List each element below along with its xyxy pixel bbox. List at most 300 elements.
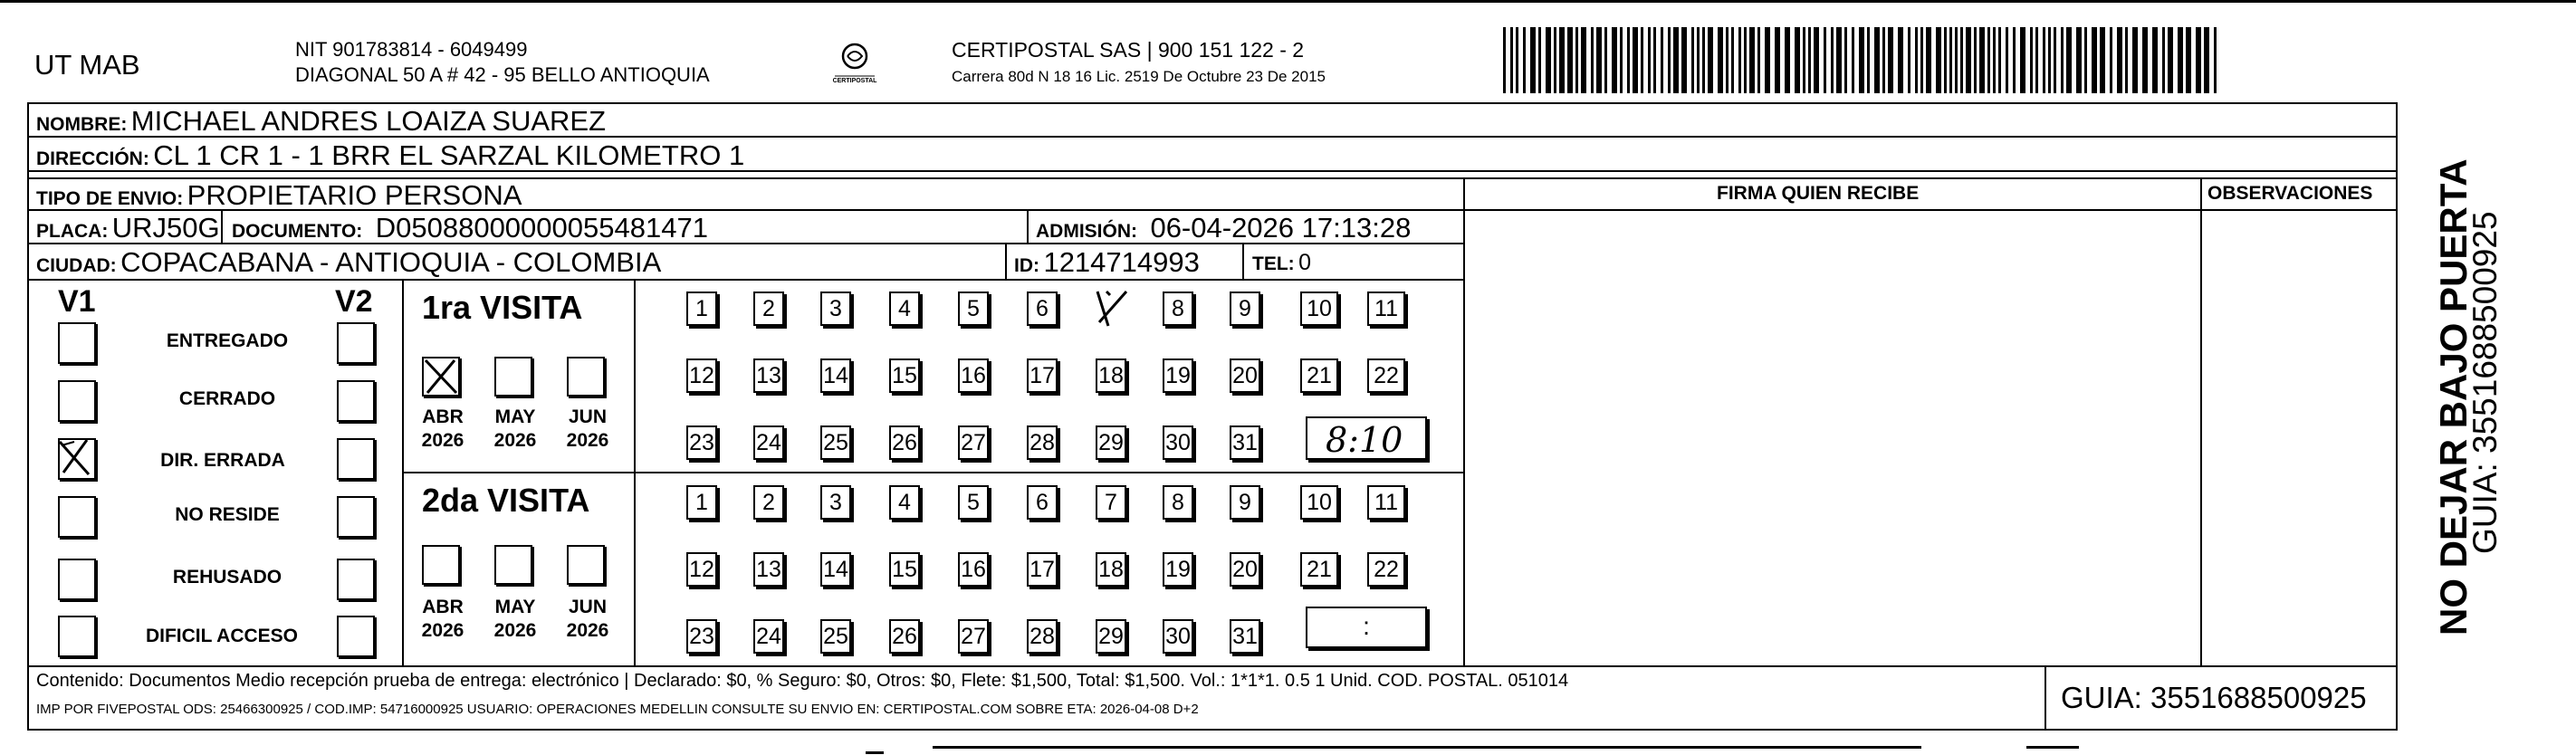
barcode-bar bbox=[1554, 27, 1556, 93]
tel-label: TEL: bbox=[1252, 253, 1295, 274]
barcode-bar bbox=[1596, 27, 1602, 93]
visit2-day-box[interactable] bbox=[753, 619, 784, 654]
visit1-day-box[interactable] bbox=[1163, 291, 1193, 326]
visit2-time-box[interactable] bbox=[1306, 607, 1427, 648]
day-number: 29 bbox=[1098, 624, 1124, 649]
sender-address: DIAGONAL 50 A # 42 - 95 BELLO ANTIOQUIA bbox=[295, 63, 710, 86]
barcode-bar bbox=[1882, 27, 1885, 93]
barcode-bar bbox=[1966, 27, 1971, 93]
col-divider bbox=[2045, 665, 2046, 731]
visit2-day-box[interactable] bbox=[1027, 485, 1058, 520]
day-number: 19 bbox=[1165, 557, 1191, 582]
barcode-bar bbox=[1673, 27, 1679, 93]
day-number: 14 bbox=[823, 557, 848, 582]
barcode-bar bbox=[2035, 27, 2038, 93]
barcode-bar bbox=[1926, 27, 1931, 93]
month-label: ABR bbox=[422, 406, 464, 427]
barcode-bar bbox=[2100, 27, 2105, 93]
side-guia: GUIA: 3551688500925 bbox=[2466, 211, 2504, 554]
barcode-bar bbox=[2117, 27, 2122, 93]
footer-print-info: IMP POR FIVEPOSTAL ODS: 25466300925 / COD.IMP: 54716000925 USUARIO: OPERACIONES MEDELLIN CONSULTE SU ENVIO EN: CERTIPOSTAL.COM SOBRE ETA: 2026-04-08 D+2 bbox=[36, 702, 1199, 717]
barcode-bar bbox=[2043, 27, 2045, 93]
footer-contents: Contenido: Documentos Medio recepción prueba de entrega: electrónico | Declarado: $0, % Seguro: $0, Otros: $0, Flete: $1,500, Total: $1,500. Vol.: 1*1*1. 0.5 1 Unid. COD. POSTAL. 051014 bbox=[36, 671, 1569, 691]
barcode-bar bbox=[1944, 27, 1947, 93]
document-row bbox=[232, 214, 708, 242]
barcode-bar bbox=[1510, 27, 1513, 93]
handwritten-x-mark bbox=[56, 436, 94, 478]
day-number: 27 bbox=[961, 624, 986, 649]
barcode-bar bbox=[2092, 27, 2097, 93]
bottom-rule bbox=[866, 751, 884, 754]
day-number: 24 bbox=[756, 624, 781, 649]
col-divider bbox=[1463, 177, 1465, 665]
day-number: 18 bbox=[1098, 557, 1124, 582]
visit2-day-box[interactable] bbox=[1163, 485, 1193, 520]
day-number: 26 bbox=[892, 430, 917, 455]
month-label: JUN bbox=[568, 406, 607, 427]
barcode-bar bbox=[1691, 27, 1694, 93]
barcode-bar bbox=[1653, 27, 1656, 93]
visit2-day-box[interactable] bbox=[1027, 619, 1058, 654]
tel-row bbox=[1252, 252, 1311, 274]
visit1-day-box[interactable] bbox=[1027, 358, 1058, 393]
visit1-month-jun[interactable] bbox=[567, 357, 605, 397]
barcode-bar bbox=[2013, 27, 2016, 93]
day-number: 22 bbox=[1374, 363, 1399, 388]
col-divider bbox=[1242, 243, 1244, 279]
day-number: 14 bbox=[823, 363, 848, 388]
handwritten-time: 8:10 bbox=[1326, 420, 1403, 460]
month-label: MAY bbox=[494, 406, 536, 427]
day-number: 6 bbox=[1036, 490, 1049, 515]
visit-split bbox=[402, 472, 1463, 473]
barcode-bar bbox=[1620, 27, 1623, 93]
day-number: 21 bbox=[1307, 363, 1332, 388]
signature-header: FIRMA QUIEN RECIBE bbox=[1717, 183, 1920, 204]
visit1-day-box[interactable] bbox=[958, 358, 989, 393]
status-option: DIR. ERRADA bbox=[160, 450, 285, 471]
company-name: UT MAB bbox=[34, 49, 140, 81]
v1-label: V1 bbox=[58, 284, 96, 319]
barcode-bar bbox=[1979, 27, 1985, 93]
visit2-day-box[interactable] bbox=[1096, 552, 1126, 587]
visit2-day-box[interactable] bbox=[1096, 485, 1126, 520]
barcode-bar bbox=[1591, 27, 1594, 93]
visit1-day-box[interactable] bbox=[820, 425, 851, 460]
handwritten-x-mark bbox=[1090, 286, 1132, 328]
visit1-day-box[interactable] bbox=[1027, 291, 1058, 326]
barcode-bar bbox=[1757, 27, 1760, 93]
v2-checkbox-rehusado[interactable] bbox=[337, 559, 375, 600]
visit1-day-box[interactable] bbox=[686, 358, 717, 393]
visit1-day-box[interactable] bbox=[753, 425, 784, 460]
visit2-day-box[interactable] bbox=[1230, 485, 1260, 520]
month-label: ABR bbox=[422, 597, 464, 617]
barcode-bar bbox=[1844, 27, 1847, 93]
name-label: NOMBRE: bbox=[36, 114, 128, 135]
visit2-day-box[interactable] bbox=[1230, 552, 1260, 587]
barcode-bar bbox=[2030, 27, 2033, 93]
barcode-bar bbox=[2152, 27, 2158, 93]
day-number: 19 bbox=[1165, 363, 1191, 388]
visit1-day-box[interactable] bbox=[889, 291, 920, 326]
status-option: CERRADO bbox=[178, 388, 276, 409]
visit2-month-jun[interactable] bbox=[567, 545, 605, 585]
visit2-day-box[interactable] bbox=[1027, 552, 1058, 587]
day-number: 22 bbox=[1374, 557, 1399, 582]
barcode-bar bbox=[2048, 27, 2051, 93]
visit2-day-box[interactable] bbox=[1163, 552, 1193, 587]
day-number: 16 bbox=[961, 363, 986, 388]
visit2-day-box[interactable] bbox=[1300, 485, 1338, 520]
id-label: ID: bbox=[1014, 255, 1039, 276]
day-number: 21 bbox=[1307, 557, 1332, 582]
barcode-bar bbox=[1633, 27, 1638, 93]
barcode-bar bbox=[1852, 27, 1854, 93]
visit2-title: 2da VISITA bbox=[422, 482, 590, 519]
visit1-title: 1ra VISITA bbox=[422, 289, 583, 326]
year-label: 2026 bbox=[566, 620, 609, 641]
day-number: 18 bbox=[1098, 363, 1124, 388]
side-notice: NO DEJAR BAJO PUERTA bbox=[2432, 158, 2475, 636]
shipment-type: PROPIETARIO PERSONA bbox=[187, 179, 522, 211]
handwritten-x-mark bbox=[422, 357, 460, 397]
day-number: 11 bbox=[1374, 490, 1398, 515]
barcode-bar bbox=[2168, 27, 2173, 93]
barcode-bar bbox=[1808, 27, 1811, 93]
visit1-day-box[interactable] bbox=[753, 358, 784, 393]
visit1-day-box[interactable] bbox=[1230, 291, 1260, 326]
visit1-day-box[interactable] bbox=[1096, 425, 1126, 460]
status-option: NO RESIDE bbox=[175, 504, 280, 525]
barcode-bar bbox=[2132, 27, 2138, 93]
day-number: 26 bbox=[892, 624, 917, 649]
visit1-day-box[interactable] bbox=[1230, 358, 1260, 393]
admission-value: 06-04-2026 17:13:28 bbox=[1150, 212, 1412, 244]
barcode-bar bbox=[1559, 27, 1565, 93]
barcode-bar bbox=[1668, 27, 1671, 93]
visit2-day-box[interactable] bbox=[686, 552, 717, 587]
visit2-day-box[interactable] bbox=[958, 552, 989, 587]
barcode-bar bbox=[1867, 27, 1870, 93]
address-label: DIRECCIÓN: bbox=[36, 148, 149, 169]
v2-checkbox-cerrado[interactable] bbox=[337, 380, 375, 422]
barcode-bar bbox=[1744, 27, 1747, 93]
barcode-bar bbox=[1831, 27, 1834, 93]
day-number: 15 bbox=[892, 363, 917, 388]
visit1-day-box[interactable] bbox=[1163, 425, 1193, 460]
barcode-bar bbox=[1775, 27, 1780, 93]
visit2-day-box[interactable] bbox=[1163, 619, 1193, 654]
carrier-address: Carrera 80d N 18 16 Lic. 2519 De Octubre 23 De 2015 bbox=[952, 68, 1326, 85]
visit1-day-box[interactable] bbox=[1300, 291, 1338, 326]
logo-lettering: CERTIPOSTAL bbox=[832, 78, 877, 84]
v1-checkbox-no-reside[interactable] bbox=[58, 496, 96, 538]
day-number: 30 bbox=[1165, 430, 1191, 455]
visit1-day-box[interactable] bbox=[1027, 425, 1058, 460]
barcode-bar bbox=[1960, 27, 1963, 93]
plate-label: PLACA: bbox=[36, 221, 109, 242]
day-number: 20 bbox=[1232, 557, 1258, 582]
visit1-day-box[interactable] bbox=[1096, 291, 1126, 326]
visit2-day-box[interactable] bbox=[686, 485, 717, 520]
visit2-day-box[interactable] bbox=[753, 485, 784, 520]
day-number: 3 bbox=[829, 296, 842, 321]
barcode-bar bbox=[1604, 27, 1607, 93]
barcode-bar bbox=[2204, 27, 2209, 93]
barcode-bar bbox=[1567, 27, 1573, 93]
barcode-bar bbox=[1974, 27, 1977, 93]
month-label: MAY bbox=[494, 597, 536, 617]
visit1-day-box[interactable] bbox=[1163, 358, 1193, 393]
visit1-day-box[interactable] bbox=[753, 291, 784, 326]
visit1-day-box[interactable] bbox=[686, 291, 717, 326]
day-number: 12 bbox=[689, 363, 714, 388]
day-number: 16 bbox=[961, 557, 986, 582]
barcode-bar bbox=[1523, 27, 1526, 93]
visit2-day-box[interactable] bbox=[820, 619, 851, 654]
visit1-day-box[interactable] bbox=[958, 425, 989, 460]
nit-text: NIT 901783814 - 6049499 bbox=[295, 38, 528, 61]
day-number: 23 bbox=[689, 430, 714, 455]
type-label: TIPO DE ENVIO: bbox=[36, 188, 184, 209]
visit2-day-box[interactable] bbox=[958, 619, 989, 654]
admission-row bbox=[1036, 214, 1411, 242]
visit2-day-box[interactable] bbox=[820, 485, 851, 520]
year-label: 2026 bbox=[421, 620, 464, 641]
carrier-name: CERTIPOSTAL SAS | 900 151 122 - 2 bbox=[952, 38, 1305, 62]
v2-checkbox-dificil-acceso[interactable] bbox=[337, 616, 375, 657]
visit2-day-box[interactable] bbox=[1367, 485, 1405, 520]
recipient-name: MICHAEL ANDRES LOAIZA SUAREZ bbox=[130, 105, 607, 137]
barcode-bar bbox=[1503, 27, 1506, 93]
day-number: 15 bbox=[892, 557, 917, 582]
year-label: 2026 bbox=[421, 430, 464, 451]
plate-value: URJ50G bbox=[111, 212, 220, 244]
v1-checkbox-dir-errada[interactable] bbox=[58, 438, 96, 480]
visit1-day-box[interactable] bbox=[1367, 291, 1405, 326]
visit1-day-box[interactable] bbox=[820, 358, 851, 393]
v1-checkbox-entregado[interactable] bbox=[58, 322, 96, 364]
visit2-day-box[interactable] bbox=[889, 552, 920, 587]
barcode-bar bbox=[2125, 27, 2128, 93]
document-label: DOCUMENTO: bbox=[232, 221, 363, 242]
day-number: 3 bbox=[829, 490, 842, 515]
id-row bbox=[1014, 248, 1200, 276]
v1-checkbox-dificil-acceso[interactable] bbox=[58, 616, 96, 657]
barcode-bar bbox=[1612, 27, 1617, 93]
day-number: 12 bbox=[689, 557, 714, 582]
barcode-bar bbox=[1702, 27, 1705, 93]
barcode-bar bbox=[2061, 27, 2064, 93]
v2-checkbox-dir-errada[interactable] bbox=[337, 438, 375, 480]
visit1-day-box[interactable] bbox=[1230, 425, 1260, 460]
day-number: 25 bbox=[823, 624, 848, 649]
barcode-bar bbox=[1749, 27, 1755, 93]
v1-checkbox-rehusado[interactable] bbox=[58, 559, 96, 600]
barcode-bar bbox=[1998, 27, 2001, 93]
visit1-day-box[interactable] bbox=[889, 425, 920, 460]
admission-label: ADMISIÓN: bbox=[1036, 221, 1137, 242]
day-number: 9 bbox=[1239, 296, 1251, 321]
barcode-bar bbox=[1993, 27, 1996, 93]
address-row bbox=[36, 141, 744, 169]
barcode-bar bbox=[1949, 27, 1952, 93]
top-rule bbox=[0, 0, 2576, 3]
day-number: 11 bbox=[1374, 296, 1398, 321]
col-divider bbox=[1005, 243, 1007, 279]
barcode-bar bbox=[1731, 27, 1734, 93]
visit2-day-box[interactable] bbox=[686, 619, 717, 654]
barcode-bar bbox=[1641, 27, 1643, 93]
visit1-day-box[interactable] bbox=[958, 291, 989, 326]
visit2-day-box[interactable] bbox=[753, 552, 784, 587]
barcode-bar bbox=[1575, 27, 1578, 93]
barcode-bar bbox=[1726, 27, 1729, 93]
barcode-bar bbox=[1546, 27, 1551, 93]
tel-value: 0 bbox=[1298, 250, 1312, 275]
type-row bbox=[36, 181, 522, 209]
visit2-day-box[interactable] bbox=[889, 485, 920, 520]
barcode-bar bbox=[2196, 27, 2201, 93]
day-number: 29 bbox=[1098, 430, 1124, 455]
barcode-bar bbox=[1516, 27, 1518, 93]
barcode-bar bbox=[1955, 27, 1958, 93]
day-number: 7 bbox=[1105, 490, 1117, 515]
visit2-day-box[interactable] bbox=[958, 485, 989, 520]
barcode-bar bbox=[2162, 27, 2165, 93]
day-number: 31 bbox=[1232, 430, 1258, 455]
barcode-bar bbox=[1814, 27, 1819, 93]
city-value: COPACABANA - ANTIOQUIA - COLOMBIA bbox=[120, 246, 662, 278]
day-number: 2 bbox=[762, 296, 775, 321]
barcode-bar bbox=[1987, 27, 1990, 93]
barcode-bar bbox=[1785, 27, 1790, 93]
day-number: 23 bbox=[689, 624, 714, 649]
city-row bbox=[36, 248, 661, 276]
barcode-bar bbox=[1888, 27, 1893, 93]
visit1-month-may[interactable] bbox=[494, 357, 532, 397]
visit1-day-box[interactable] bbox=[1367, 358, 1405, 393]
v2-checkbox-entregado[interactable] bbox=[337, 322, 375, 364]
visit2-day-box[interactable] bbox=[1230, 619, 1260, 654]
barcode-bar bbox=[1898, 27, 1903, 93]
visit2-month-may[interactable] bbox=[494, 545, 532, 585]
day-number: 10 bbox=[1307, 296, 1332, 321]
visit1-day-box[interactable] bbox=[1096, 358, 1126, 393]
visit1-time-box[interactable] bbox=[1306, 416, 1427, 460]
year-label: 2026 bbox=[493, 430, 537, 451]
barcode bbox=[1503, 27, 2218, 93]
footer-divider bbox=[27, 665, 2398, 667]
day-number: 5 bbox=[967, 490, 980, 515]
visit1-day-box[interactable] bbox=[889, 358, 920, 393]
visit1-month-abr[interactable] bbox=[422, 357, 460, 397]
barcode-bar bbox=[2186, 27, 2191, 93]
day-number: 2 bbox=[762, 490, 775, 515]
barcode-bar bbox=[1836, 27, 1842, 93]
day-number: 28 bbox=[1029, 430, 1055, 455]
visit2-day-box[interactable] bbox=[889, 619, 920, 654]
visit2-day-box[interactable] bbox=[1300, 552, 1338, 587]
day-number: 4 bbox=[898, 490, 911, 515]
day-number: 1 bbox=[695, 490, 708, 515]
day-number: 8 bbox=[1172, 490, 1184, 515]
plate-row bbox=[36, 214, 220, 242]
visit2-day-box[interactable] bbox=[820, 552, 851, 587]
visit1-day-box[interactable] bbox=[820, 291, 851, 326]
day-number: 6 bbox=[1036, 296, 1049, 321]
day-number: 31 bbox=[1232, 624, 1258, 649]
barcode-bar bbox=[1648, 27, 1651, 93]
visit2-month-abr[interactable] bbox=[422, 545, 460, 585]
barcode-bar bbox=[2076, 27, 2082, 93]
observations-header: OBSERVACIONES bbox=[2207, 183, 2373, 204]
city-label: CIUDAD: bbox=[36, 255, 117, 276]
visit2-day-box[interactable] bbox=[1367, 552, 1405, 587]
barcode-bar bbox=[1908, 27, 1910, 93]
status-option: ENTREGADO bbox=[166, 330, 289, 351]
barcode-bar bbox=[1661, 27, 1663, 93]
col-divider bbox=[221, 209, 223, 243]
barcode-bar bbox=[1681, 27, 1687, 93]
col-divider bbox=[2200, 177, 2202, 665]
day-number: 13 bbox=[756, 363, 781, 388]
visit1-day-box[interactable] bbox=[1300, 358, 1338, 393]
barcode-bar bbox=[1581, 27, 1586, 93]
day-number: 25 bbox=[823, 430, 848, 455]
day-number: 20 bbox=[1232, 363, 1258, 388]
barcode-bar bbox=[1874, 27, 1880, 93]
barcode-bar bbox=[1915, 27, 1918, 93]
day-number: 28 bbox=[1029, 624, 1055, 649]
visit2-day-box[interactable] bbox=[1096, 619, 1126, 654]
id-value: 1214714993 bbox=[1043, 246, 1200, 278]
barcode-bar bbox=[1697, 27, 1700, 93]
v2-checkbox-no-reside[interactable] bbox=[337, 496, 375, 538]
time-placeholder: : bbox=[1363, 612, 1370, 640]
row-divider bbox=[27, 279, 1463, 281]
day-number: 4 bbox=[898, 296, 911, 321]
barcode-bar bbox=[1765, 27, 1770, 93]
day-number: 8 bbox=[1172, 296, 1184, 321]
barcode-bar bbox=[2054, 27, 2056, 93]
barcode-bar bbox=[2178, 27, 2183, 93]
bottom-rule bbox=[933, 746, 1921, 749]
certipostal-logo bbox=[831, 40, 878, 85]
day-number: 24 bbox=[756, 430, 781, 455]
year-label: 2026 bbox=[493, 620, 537, 641]
day-number: 27 bbox=[961, 430, 986, 455]
status-option: REHUSADO bbox=[172, 567, 282, 588]
barcode-bar bbox=[1627, 27, 1630, 93]
barcode-bar bbox=[2084, 27, 2087, 93]
day-number: 5 bbox=[967, 296, 980, 321]
v1-checkbox-cerrado[interactable] bbox=[58, 380, 96, 422]
visit1-day-box[interactable] bbox=[686, 425, 717, 460]
day-number: 1 bbox=[695, 296, 708, 321]
barcode-bar bbox=[1859, 27, 1864, 93]
barcode-bar bbox=[1538, 27, 1541, 93]
barcode-bar bbox=[2214, 27, 2217, 93]
barcode-bar bbox=[1718, 27, 1723, 93]
year-label: 2026 bbox=[566, 430, 609, 451]
recipient-address: CL 1 CR 1 - 1 BRR EL SARZAL KILOMETRO 1 bbox=[153, 139, 745, 171]
barcode-bar bbox=[1795, 27, 1800, 93]
status-option: DIFICIL ACCESO bbox=[145, 626, 298, 646]
name-row bbox=[36, 107, 606, 135]
barcode-bar bbox=[2020, 27, 2025, 93]
